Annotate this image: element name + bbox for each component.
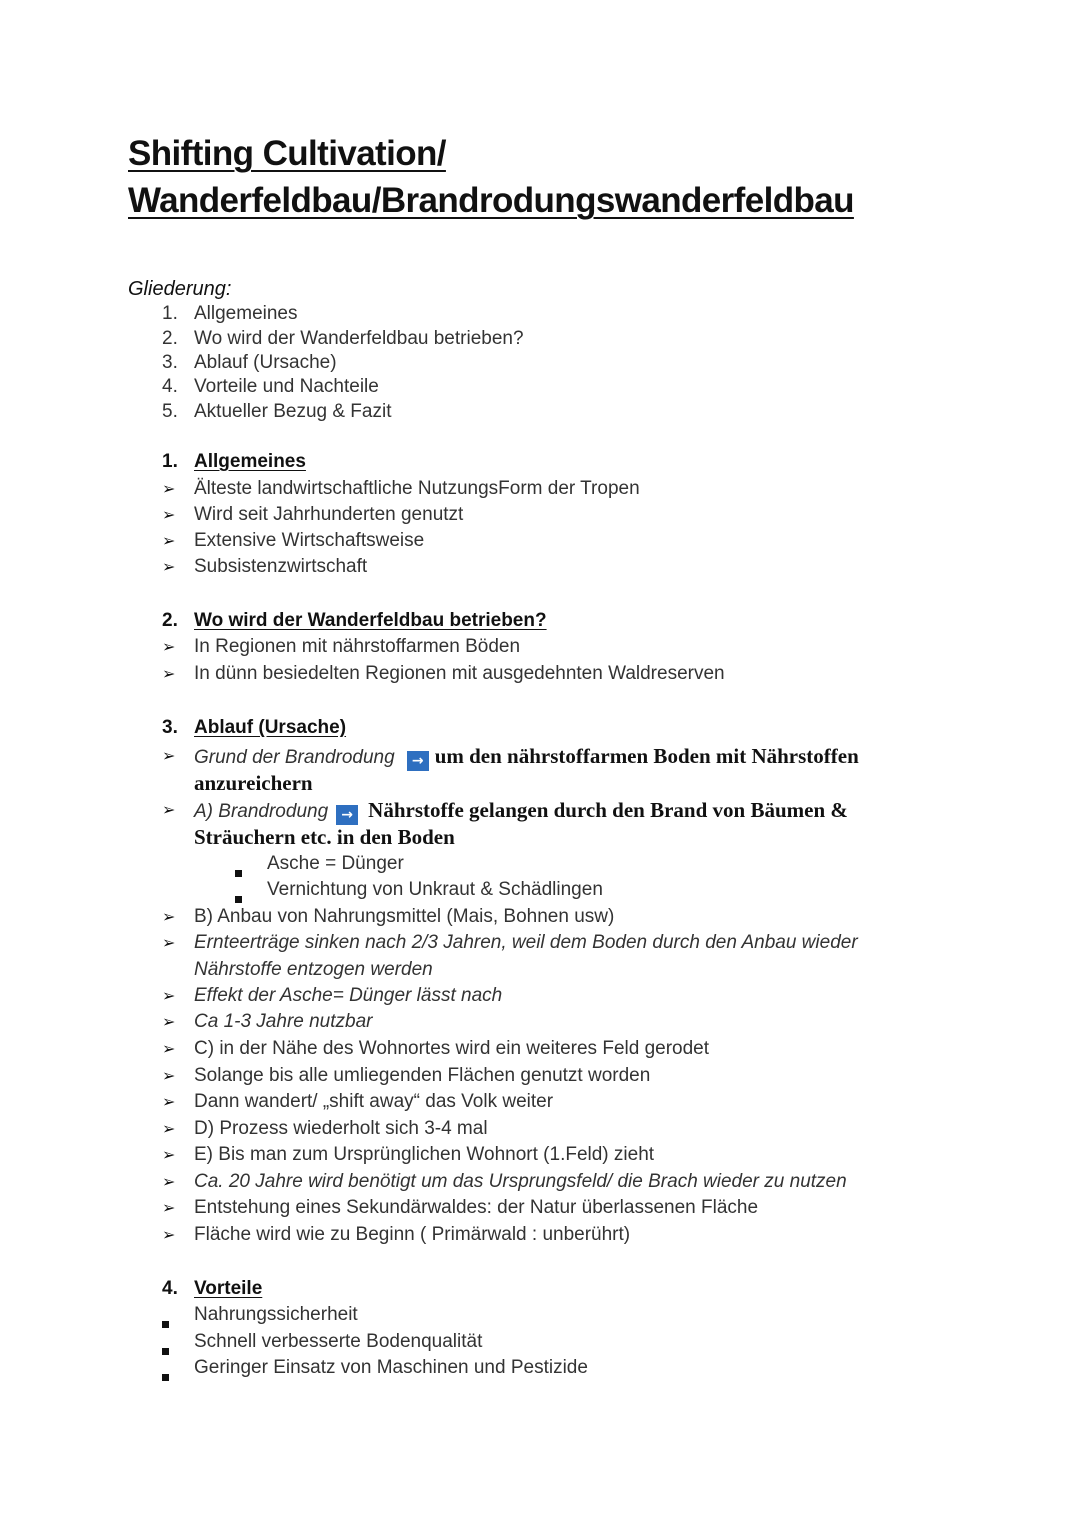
bullet-text: Extensive Wirtschaftsweise <box>194 530 425 551</box>
section-number: 1. <box>162 451 178 472</box>
bullet-arrow-icon: ➢ <box>162 1119 176 1138</box>
bullet-continuation: Nährstoffe entzogen werden <box>194 959 433 980</box>
bullet-arrow-icon: ➢ <box>162 800 176 819</box>
right-arrow-icon: → <box>407 751 429 771</box>
bullet-text: Ernteerträge sinken nach 2/3 Jahren, weil dem Boden durch den Anbau wieder <box>194 932 858 953</box>
bullet-emphasis: um den nährstoffarmen Boden mit Nährstoffen <box>434 744 859 768</box>
outline-text: Aktueller Bezug & Fazit <box>194 401 392 422</box>
outline-number: 1. <box>162 303 178 324</box>
bullet-arrow-icon: ➢ <box>162 637 176 656</box>
bullet-arrow-icon: ➢ <box>162 531 176 550</box>
bullet-arrow-icon: ➢ <box>162 1172 176 1191</box>
section-number: 2. <box>162 610 178 631</box>
outline-text: Wo wird der Wanderfeldbau betrieben? <box>194 328 524 349</box>
bullet-arrow-icon: ➢ <box>162 933 176 952</box>
bullet-arrow-icon: ➢ <box>162 1225 176 1244</box>
bullet-text: D) Prozess wiederholt sich 3-4 mal <box>194 1118 488 1139</box>
bullet-text: Wird seit Jahrhunderten genutzt <box>194 504 464 525</box>
document-title-line-1: Shifting Cultivation/ <box>128 134 446 173</box>
bullet-arrow-icon: ➢ <box>162 557 176 576</box>
bullet-text: Ca 1-3 Jahre nutzbar <box>194 1011 373 1032</box>
outline-number: 5. <box>162 401 178 422</box>
bullet-arrow-icon: ➢ <box>162 1012 176 1031</box>
bullet-text: C) in der Nähe des Wohnortes wird ein weiteres Feld gerodet <box>194 1038 710 1059</box>
square-bullet-icon <box>235 870 242 877</box>
outline-heading: Gliederung: <box>128 278 232 300</box>
bullet-arrow-icon: ➢ <box>162 1145 176 1164</box>
bullet-arrow-icon: ➢ <box>162 505 176 524</box>
document-title-line-2: Wanderfeldbau/Brandrodungswanderfeldbau <box>128 181 854 220</box>
bullet-text: Fläche wird wie zu Beginn ( Primärwald : unberührt) <box>194 1224 631 1245</box>
bullet-arrow-icon: ➢ <box>162 664 176 683</box>
outline-number: 4. <box>162 376 178 397</box>
square-bullet-icon <box>162 1374 169 1381</box>
bullet-arrow-icon: ➢ <box>162 479 176 498</box>
bullet-arrow-icon: ➢ <box>162 1198 176 1217</box>
bullet-text: Nahrungssicherheit <box>194 1304 358 1325</box>
sub-bullet-text: Asche = Dünger <box>267 853 404 874</box>
bullet-text: Ca. 20 Jahre wird benötigt um das Ursprungsfeld/ die Brach wieder zu nutzen <box>194 1171 847 1192</box>
bullet-arrow-icon: ➢ <box>162 746 176 765</box>
bullet-text: Solange bis alle umliegenden Flächen genutzt worden <box>194 1065 651 1086</box>
outline-text: Ablauf (Ursache) <box>194 352 337 373</box>
outline-number: 2. <box>162 328 178 349</box>
outline-text: Allgemeines <box>194 303 298 324</box>
bullet-continuation: Sträuchern etc. in den Boden <box>194 825 455 849</box>
bullet-text: E) Bis man zum Ursprünglichen Wohnort (1.Feld) zieht <box>194 1144 655 1165</box>
bullet-text: In Regionen mit nährstoffarmen Böden <box>194 636 521 657</box>
bullet-text: Älteste landwirtschaftliche NutzungsForm der Tropen <box>194 478 640 499</box>
bullet-emphasis: Nährstoffe gelangen durch den Brand von Bäumen & <box>368 798 848 822</box>
bullet-text: Dann wandert/ „shift away“ das Volk weiter <box>194 1091 554 1112</box>
bullet-arrow-icon: ➢ <box>162 1066 176 1085</box>
bullet-arrow-icon: ➢ <box>162 1092 176 1111</box>
bullet-text: Entstehung eines Sekundärwaldes: der Natur überlassenen Fläche <box>194 1197 759 1218</box>
bullet-arrow-icon: ➢ <box>162 986 176 1005</box>
right-arrow-icon: → <box>336 805 358 825</box>
bullet-arrow-icon: ➢ <box>162 1039 176 1058</box>
bullet-continuation: anzureichern <box>194 771 313 795</box>
outline-number: 3. <box>162 352 178 373</box>
square-bullet-icon <box>235 896 242 903</box>
section-number: 4. <box>162 1278 178 1299</box>
section-title: Wo wird der Wanderfeldbau betrieben? <box>194 610 547 631</box>
bullet-text: Schnell verbesserte Bodenqualität <box>194 1331 483 1352</box>
square-bullet-icon <box>162 1321 169 1328</box>
section-title: Allgemeines <box>194 451 306 472</box>
square-bullet-icon <box>162 1348 169 1355</box>
sub-bullet-text: Vernichtung von Unkraut & Schädlingen <box>267 879 603 900</box>
section-number: 3. <box>162 717 178 738</box>
bullet-arrow-icon: ➢ <box>162 907 176 926</box>
bullet-text: Subsistenzwirtschaft <box>194 556 368 577</box>
outline-text: Vorteile und Nachteile <box>194 376 379 397</box>
bullet-text: B) Anbau von Nahrungsmittel (Mais, Bohnen usw) <box>194 906 615 927</box>
bullet-text: Geringer Einsatz von Maschinen und Pestizide <box>194 1357 588 1378</box>
bullet-lead: Grund der Brandrodung <box>194 747 395 768</box>
bullet-lead: A) Brandrodung <box>194 801 329 822</box>
bullet-text: Effekt der Asche= Dünger lässt nach <box>194 985 503 1006</box>
section-title: Vorteile <box>194 1278 263 1299</box>
section-title: Ablauf (Ursache) <box>194 717 347 738</box>
bullet-text: In dünn besiedelten Regionen mit ausgedehnten Waldreserven <box>194 663 725 684</box>
